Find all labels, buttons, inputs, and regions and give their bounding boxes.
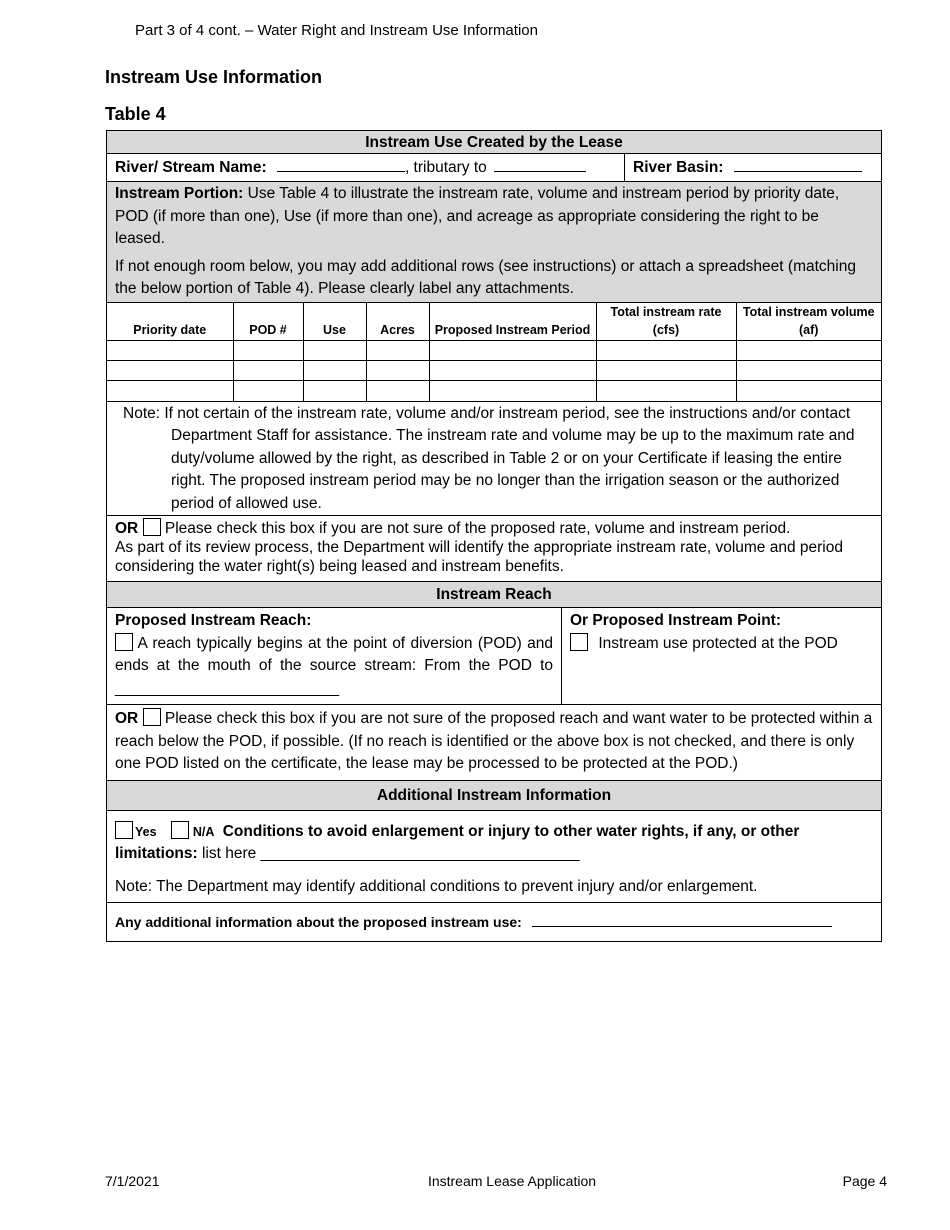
- table-cell[interactable]: [233, 361, 303, 381]
- yes-label: Yes: [135, 824, 157, 839]
- river-basin-field: [624, 154, 862, 181]
- table-cell[interactable]: [736, 341, 881, 361]
- footer-page: Page 4: [842, 1173, 887, 1189]
- conditions-block: [107, 811, 881, 904]
- lease-heading: Instream Use Created by the Lease: [107, 131, 881, 154]
- additional-heading: Additional Instream Information: [107, 781, 881, 811]
- reach-or-block: [107, 705, 881, 781]
- table-cell[interactable]: [233, 341, 303, 361]
- river-name-line[interactable]: [277, 157, 405, 172]
- instream-grid-row: [107, 303, 881, 402]
- reach-row: [107, 608, 881, 705]
- river-name-field: [115, 154, 586, 182]
- additional-info-row: [107, 903, 881, 941]
- conditions-line: [115, 821, 873, 866]
- table-cell[interactable]: [736, 361, 881, 381]
- table-cell[interactable]: [107, 381, 233, 401]
- rate-or-label: OR: [115, 520, 139, 537]
- reach-unsure-checkbox[interactable]: [143, 708, 161, 726]
- point-text: Instream use protected at the POD: [598, 634, 838, 652]
- na-checkbox[interactable]: [171, 821, 189, 839]
- additional-rows-text: If not enough room below, you may add additional rows (see instructions) or attach a spreadsheet (matching the below portion of Table 4). Please clearly label any attachments.: [115, 257, 856, 297]
- instream-grid: [107, 303, 881, 401]
- point-option: [570, 633, 873, 656]
- reach-paragraph: [115, 633, 553, 701]
- table-cell[interactable]: [366, 361, 429, 381]
- table-cell[interactable]: [596, 381, 736, 401]
- section-title: Instream Use Information: [105, 67, 323, 87]
- river-basin-line[interactable]: [734, 157, 862, 172]
- yes-checkbox[interactable]: [115, 821, 133, 839]
- reach-text: A reach typically begins at the point of diversion (POD) and ends at the mouth of the source stream: From the POD to __________________________: [115, 634, 554, 697]
- conditions-note: Note: The Department may identify additional conditions to prevent injury and/or enlargement.: [115, 877, 758, 895]
- table-title: Table 4: [105, 104, 166, 124]
- tributary-label: , tributary to: [404, 159, 487, 176]
- instream-portion-block: [107, 182, 881, 303]
- rate-unsure-text: Please check this box if you are not sure of the proposed rate, volume and instream period.: [164, 520, 791, 537]
- reach-cell: [107, 608, 561, 704]
- rate-note: [107, 402, 881, 517]
- point-cell: [561, 608, 881, 704]
- table-cell[interactable]: [596, 341, 736, 361]
- rate-unsure-checkbox[interactable]: [143, 518, 161, 536]
- reach-or-label: OR: [115, 710, 139, 727]
- point-label: Or Proposed Instream Point:: [570, 612, 782, 629]
- rate-or-block: [107, 516, 881, 582]
- table-row: [107, 381, 881, 401]
- instream-portion-label: Instream Portion:: [115, 185, 244, 202]
- table-cell[interactable]: [233, 381, 303, 401]
- conditions-label: Conditions to avoid enlargement or injury to other water rights, if any, or other limitations:: [115, 822, 800, 862]
- reach-heading: Instream Reach: [107, 582, 881, 608]
- table-cell[interactable]: [303, 361, 366, 381]
- footer-title: Instream Lease Application: [427, 1173, 597, 1189]
- table-cell[interactable]: [366, 381, 429, 401]
- col-priority-date: Priority date: [133, 323, 207, 337]
- table-cell[interactable]: [429, 361, 596, 381]
- reach-checkbox[interactable]: [115, 633, 133, 651]
- col-instream-period: Proposed Instream Period: [429, 303, 596, 341]
- col-instream-rate: Total instream rate (cfs): [596, 303, 736, 341]
- na-label: N/A: [192, 824, 215, 839]
- table-cell[interactable]: [303, 381, 366, 401]
- river-name-label: River/ Stream Name:: [115, 159, 267, 176]
- col-acres: Acres: [366, 303, 429, 341]
- col-pod: POD #: [233, 303, 303, 341]
- table-cell[interactable]: [107, 361, 233, 381]
- rate-note-text: Note: If not certain of the instream rate, volume and/or instream period, see the instructions and/or contact Department Staff for assistance. The instream rate and volume may be up to the maximum rate and duty/volume allowed by the right, as described in Table 2 or on your Certificate if leasing the entire right. The proposed instream period may be no longer than the irrigation season or the authorized period of allowed use.: [123, 404, 855, 512]
- additional-info-line[interactable]: [532, 912, 832, 927]
- reach-label: Proposed Instream Reach:: [115, 612, 312, 629]
- table-row: [107, 341, 881, 361]
- river-basin-label: River Basin:: [633, 159, 724, 176]
- footer-date: 7/1/2021: [105, 1173, 160, 1189]
- table-row: [107, 361, 881, 381]
- additional-info-label: Any additional information about the proposed instream use:: [115, 914, 522, 930]
- river-row: [107, 154, 881, 182]
- table-cell[interactable]: [303, 341, 366, 361]
- instream-portion-text: Use Table 4 to illustrate the instream rate, volume and instream period by priority date, POD (if more than one), Use (if more than one), and acreage as appropriate considering the right to be leased.: [115, 185, 840, 247]
- table-cell[interactable]: [736, 381, 881, 401]
- tributary-line[interactable]: [494, 157, 586, 172]
- table-cell[interactable]: [107, 341, 233, 361]
- part-header: Part 3 of 4 cont. – Water Right and Instream Use Information: [135, 22, 538, 39]
- rate-followup-text: As part of its review process, the Department will identify the appropriate instream rate, volume and period considering the water right(s) being leased and instream benefits.: [115, 539, 843, 575]
- col-use: Use: [303, 303, 366, 341]
- table-cell[interactable]: [366, 341, 429, 361]
- col-instream-volume: Total instream volume (af): [736, 303, 881, 341]
- table-4: [106, 130, 882, 942]
- conditions-list-here[interactable]: list here _____________________________________: [201, 845, 580, 862]
- point-checkbox[interactable]: [570, 633, 588, 651]
- table-cell[interactable]: [429, 381, 596, 401]
- reach-unsure-text: Please check this box if you are not sure of the proposed reach and want water to be protected within a reach below the POD, if possible. (If no reach is identified or the above box is not checked, and there is only one POD listed on the certificate, the lease may be processed to be protected at the POD.): [115, 710, 873, 772]
- table-cell[interactable]: [429, 341, 596, 361]
- table-cell[interactable]: [596, 361, 736, 381]
- instream-portion-paragraph: [115, 183, 873, 251]
